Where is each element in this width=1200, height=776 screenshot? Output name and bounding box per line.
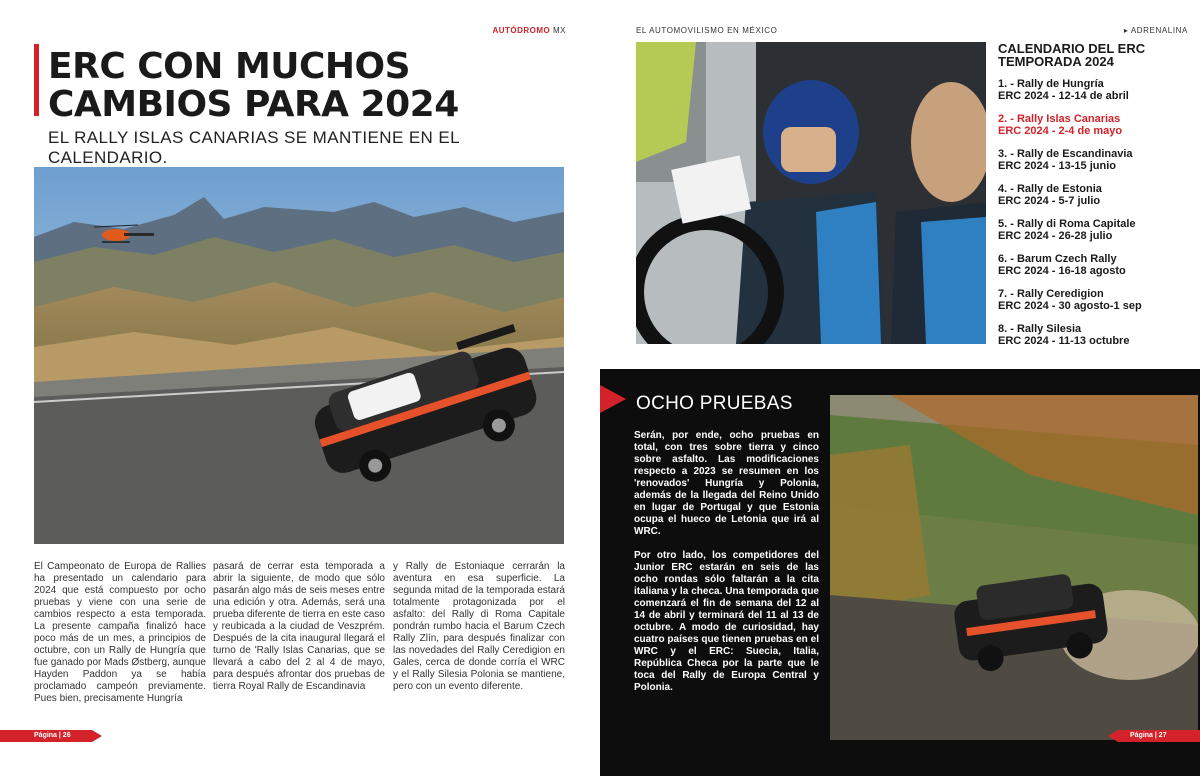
calendar-item-name: 4. - Rally de Estonia — [998, 183, 1102, 195]
page-number-left: Página | 26 — [0, 730, 92, 742]
section-body — [634, 430, 819, 706]
hero-photo-rally-car-mountains — [34, 167, 564, 544]
calendar-item-name: 3. - Rally de Escandinavia — [998, 148, 1133, 160]
calendar-item-date: ERC 2024 - 16-18 agosto — [998, 265, 1126, 277]
calendar-item — [998, 323, 1193, 347]
section-arrow-icon — [600, 385, 626, 413]
article-column-3: y Rally de Estoniaque cerrarán la aventura en esa superficie. La segunda mitad de la temporada estará totalmente protagonizada por el asfalto: del Rally di Roma Capitale pondrán rumbo hacia el Barum Czech Rally Zlín, para después finalizar con las novedades del Rally Ceredigion en Gales, cerca de donde corría el WRC y el Rally Silesia Polonia se mantiene, pero con un evento diferente. — [393, 561, 565, 692]
gravel-rally-illustration — [830, 395, 1198, 740]
hero-illustration — [34, 167, 564, 544]
calendar-item-name: 1. - Rally de Hungría — [998, 78, 1104, 90]
header-section-label: EL AUTOMOVILISMO EN MÉXICO — [636, 26, 778, 35]
article-subtitle: EL RALLY ISLAS CANARIAS SE MANTIENE EN EL CALENDARIO. — [48, 128, 460, 167]
calendar-item-name: 7. - Rally Ceredigion — [998, 288, 1104, 300]
section-paragraph: Serán, por ende, ocho pruebas en total, con tres sobre tierra y cinco sobre asfalto. Las modificaciones respecto a 2023 se resumen en los 'renovados' Hungría y Polonia, además de la llegada del Reino Unido en lugar de Portugal y que Estonia ocupa el hueco de Letonia que irá al WRC. — [634, 430, 819, 537]
brand-name: AUTÓDROMO — [492, 26, 551, 35]
calendar-panel — [998, 42, 1193, 358]
article-title: ERC CON MUCHOS CAMBIOS PARA 2024 — [48, 46, 459, 125]
page-number-right: Página | 27 — [1118, 730, 1200, 742]
calendar-item-date: ERC 2024 - 5-7 julio — [998, 195, 1101, 207]
calendar-item-date: ERC 2024 - 26-28 julio — [998, 230, 1113, 242]
calendar-item-name: 8. - Rally Silesia — [998, 323, 1082, 335]
calendar-item-date: ERC 2024 - 30 agosto-1 sep — [998, 300, 1142, 312]
gravel-rally-photo — [830, 395, 1198, 740]
calendar-item-date: ERC 2024 - 2-4 de mayo — [998, 125, 1123, 137]
calendar-item-name: 6. - Barum Czech Rally — [998, 253, 1117, 265]
cockpit-illustration — [636, 42, 986, 344]
calendar-item — [998, 288, 1193, 312]
section-title: OCHO PRUEBAS — [636, 393, 793, 414]
article-column-2: pasará de cerrar esta temporada a abrir la siguiente, de modo que sólo pasarán algo más de seis meses entre una edición y otra. Además, será una prueba diferente de tierra en este caso y reubicada a la ciudad de Veszprém. Después de la cita inaugural llegará el turno de 'Rally Islas Canarias, que se llevará a cabo del 2 al 4 de mayo, para después afrontar dos pruebas de tierra Royal Rally de Escandinavia — [213, 561, 385, 692]
header-category-label: ▸ ADRENALINA — [1123, 26, 1188, 35]
calendar-item — [998, 183, 1193, 207]
calendar-item — [998, 218, 1193, 242]
right-page — [600, 0, 1200, 776]
calendar-item — [998, 253, 1193, 277]
calendar-title: CALENDARIO DEL ERC TEMPORADA 2024 — [998, 41, 1146, 69]
calendar-item — [998, 78, 1193, 102]
title-accent-bar — [34, 44, 39, 116]
cockpit-photo-drivers — [636, 42, 986, 344]
section-paragraph: Por otro lado, los competidores del Junior ERC estarán en seis de las ocho rondas sólo faltarán a la cita italiana y la checa. Una temporada que comenzará el fin de semana del 12 al 14 de abril y terminará del 11 al 13 de octubre. A modo de curiosidad, hay cuatro países que tienen pruebas en el WRC y el ERC: Suecia, Italia, República Checa por la parte que le toca del Rally de Europa Central y Polonia. — [634, 550, 819, 693]
calendar-item-date: ERC 2024 - 13-15 junio — [998, 160, 1116, 172]
calendar-item-date: ERC 2024 - 12-14 de abril — [998, 90, 1129, 102]
brand-label — [492, 26, 566, 35]
calendar-item-date: ERC 2024 - 11-13 octubre — [998, 335, 1130, 347]
article-column-1: El Campeonato de Europa de Rallies ha presentado un calendario para 2024 que está compuesto por ocho pruebas y viene con una serie de cambios respecto a esta temporada. La presente campaña finalizó hace poco más de un mes, a principios de octubre, con un Rally de Hungría que fue ganado por Mads Østberg, aunque Hayden Paddon ya se había proclamado campeón previamente. Pues bien, precisamente Hungría — [34, 561, 206, 704]
calendar-item-name: 5. - Rally di Roma Capitale — [998, 218, 1136, 230]
calendar-item-highlighted — [998, 113, 1193, 137]
calendar-item — [998, 148, 1193, 172]
brand-suffix: MX — [553, 26, 566, 35]
calendar-item-name: 2. - Rally Islas Canarias — [998, 113, 1121, 125]
